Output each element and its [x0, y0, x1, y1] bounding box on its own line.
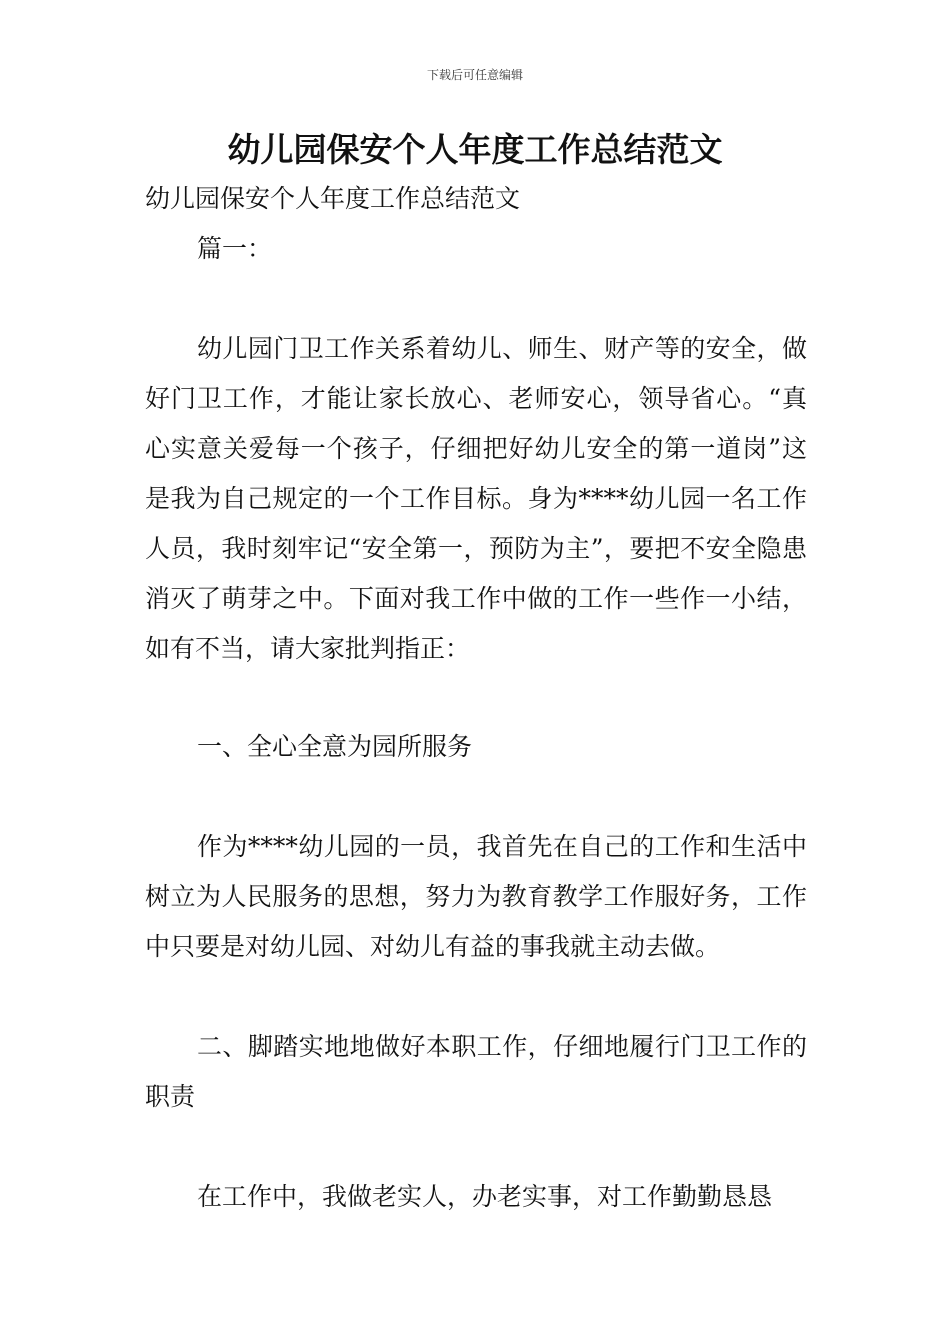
document-title: 幼儿园保安个人年度工作总结范文	[227, 130, 723, 169]
heading-two: 二、脚踏实地地做好本职工作，仔细地履行门卫工作的职责	[145, 1032, 807, 1111]
document-subtitle: 幼儿园保安个人年度工作总结范文	[145, 184, 521, 213]
section-label: 篇一：	[197, 234, 273, 263]
header-note: 下载后可任意编辑	[426, 68, 523, 82]
intro-paragraph: 幼儿园门卫工作关系着幼儿、师生、财产等的安全，做好门卫工作，才能让家长放心、老师安心，领导省心。“真心实意关爱每一个孩子，仔细把好幼儿安全的第一道岗”这是我为自己规定的一个工作目标。身为****幼儿园一名工作人员，我时刻牢记“安全第一，预防为主”，要把不安全隐患消灭了萌芽之中。下面对我工作中做的工作一些作一小结，如有不当，请大家批判指正：	[145, 334, 807, 663]
paragraph-one: 作为****幼儿园的一员，我首先在自己的工作和生活中树立为人民服务的思想，努力为教育教学工作服好务，工作中只要是对幼儿园、对幼儿有益的事我就主动去做。	[145, 832, 807, 961]
heading-one: 一、全心全意为园所服务	[197, 732, 473, 761]
paragraph-two: 在工作中，我做老实人，办老实事，对工作勤勤恳恳	[197, 1182, 773, 1211]
